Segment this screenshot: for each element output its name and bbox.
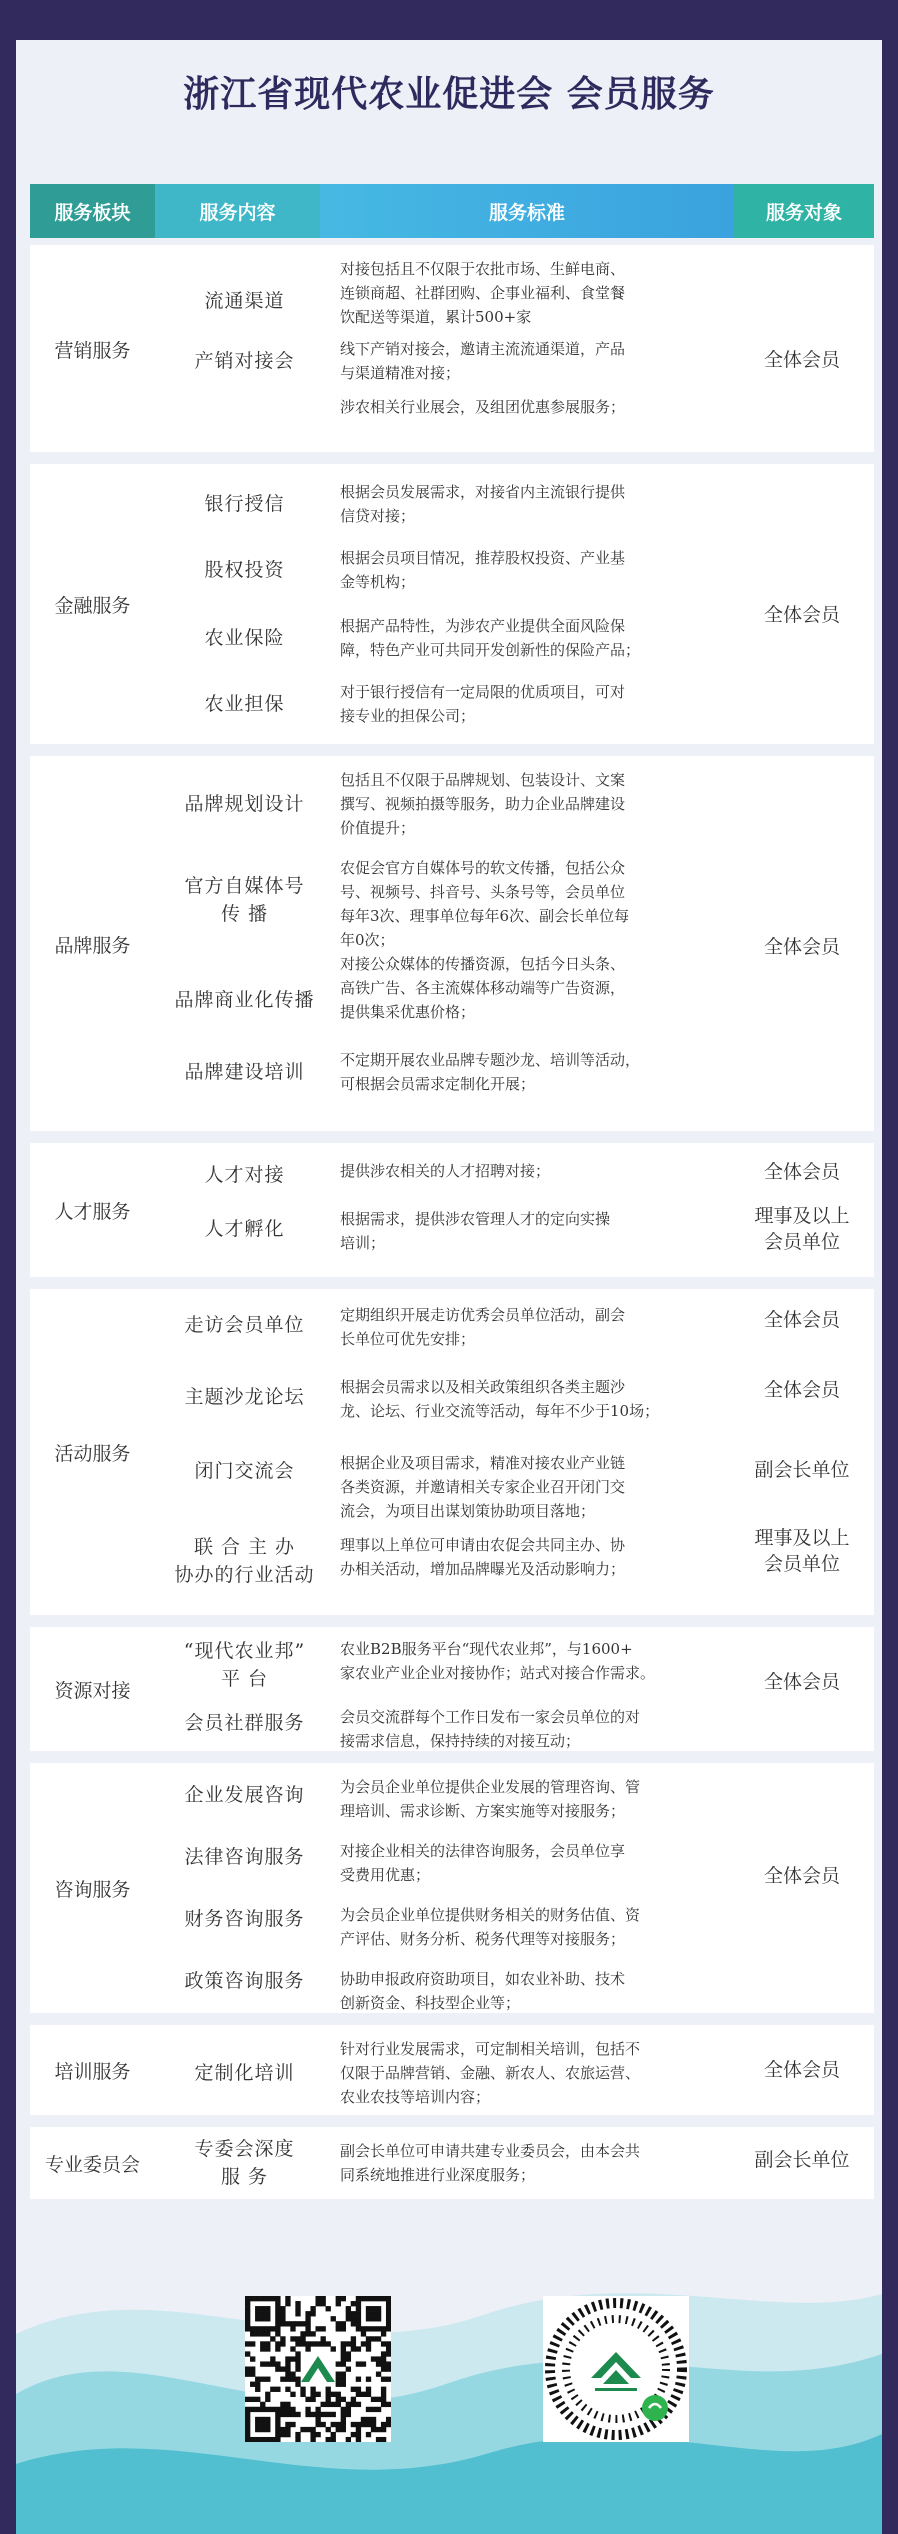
service-item-description: 副会长单位可申请共建专业委员会，由本会共 同系统地推进行业深度服务； [340,2142,641,2184]
service-item-description: 农业B2B服务平台“现代农业邦”，与1600+ 家农业产业企业对接协作；站式对接合作需求。 [340,1640,656,1682]
page-frame [16,40,882,2534]
service-item-name: 会员社群服务 [184,1712,305,1734]
page-title: 浙江省现代农业促进会 会员服务 [183,74,715,115]
header-content: 服务内容 [155,184,320,238]
service-item-description: 提供涉农相关的人才招聘对接； [340,1162,551,1180]
service-item-name: 政策咨询服务 [184,1970,305,1992]
service-item-name: 专委会深度 服 务 [194,2138,295,2188]
service-target: 全体会员 [763,1379,840,1401]
service-item-description: 根据会员需求以及相关政策组织各类主题沙 龙、论坛、行业交流等活动，每年不少于10场； [340,1378,660,1420]
mini-program-code-icon [543,2296,689,2442]
wechat-official-account-qr-icon [245,2296,391,2442]
service-target: 全体会员 [763,349,840,371]
service-section [30,1289,874,1615]
service-section [30,2127,874,2199]
section-category: 营销服务 [54,339,131,362]
service-section [30,2025,874,2115]
service-item-description: 根据企业及项目需求，精准对接农业产业链 各类资源，并邀请相关专家企业召开闭门交 流会，为项目出谋划策协助项目落地； [340,1454,626,1520]
service-item-description: 不定期开展农业品牌专题沙龙、培训等活动， 可根据会员需求定制化开展； [340,1051,641,1093]
service-item-name: 品牌建设培训 [184,1061,305,1083]
service-item-name: 农业保险 [204,627,285,649]
service-item-name: 企业发展咨询 [184,1784,305,1806]
service-target: 全体会员 [763,1671,840,1693]
service-target: 理事及以上 会员单位 [754,1527,850,1575]
service-item-name: 法律咨询服务 [184,1846,305,1868]
service-target: 理事及以上 会员单位 [754,1205,850,1253]
service-item-description: 根据产品特性，为涉农产业提供全面风险保 障，特色产业可共同开发创新性的保险产品； [340,617,641,659]
service-item-name: 联 合 主 办 协办的行业活动 [174,1536,315,1586]
service-item-description: 根据会员发展需求，对接省内主流银行提供 信贷对接； [340,483,626,525]
service-target: 全体会员 [763,1865,840,1887]
service-item-name: 定制化培训 [194,2062,295,2084]
header-standard: 服务标准 [320,184,734,238]
service-item-name: 流通渠道 [204,290,285,312]
service-item-name: 主题沙龙论坛 [184,1386,305,1408]
service-target: 全体会员 [763,936,840,958]
service-section [30,1627,874,1751]
service-item-name: 农业担保 [204,693,285,715]
service-item-name: 人才孵化 [204,1218,285,1240]
service-item-description: 根据会员项目情况，推荐股权投资、产业基 金等机构； [340,549,626,591]
service-target: 全体会员 [763,1161,840,1183]
section-category: 资源对接 [54,1680,131,1702]
service-item-description: 为会员企业单位提供财务相关的财务估值、资 产评估、财务分析、税务代理等对接服务； [340,1906,641,1948]
service-item-name: 走访会员单位 [184,1314,305,1336]
service-item-description: 会员交流群每个工作日发布一家会员单位的对 接需求信息，保持持续的对接互动； [340,1708,641,1750]
header-category: 服务板块 [30,184,155,238]
service-item-name: 品牌规划设计 [184,793,305,815]
service-item-name: “现代农业邦” 平 台 [183,1640,306,1690]
service-item-description: 为会员企业单位提供企业发展的管理咨询、管 理培训、需求诊断、方案实施等对接服务； [340,1778,641,1820]
service-item-description: 理事以上单位可申请由农促会共同主办、协 办相关活动，增加品牌曝光及活动影响力； [340,1536,626,1578]
service-item-description: 对于银行授信有一定局限的优质项目，可对 接专业的担保公司； [340,683,626,725]
service-target: 副会长单位 [754,1459,850,1481]
service-section [30,1143,874,1277]
section-category: 培训服务 [54,2061,131,2083]
service-item-description: 协助申报政府资助项目，如农业补助、技术 创新资金、科技型企业等； [340,1970,626,2012]
service-section [30,756,874,1131]
service-item-description: 对接包括且不仅限于农批市场、生鲜电商、 连锁商超、社群团购、企事业福利、食堂餐 饮配送等渠道，累计500+家 [340,260,626,326]
service-item-description: 线下产销对接会，邀请主流流通渠道，产品 与渠道精准对接； 涉农相关行业展会，及组团优惠参展服务； [340,340,626,416]
section-category: 咨询服务 [54,1879,131,1901]
service-target: 副会长单位 [754,2149,850,2171]
service-target: 全体会员 [763,2059,840,2081]
service-item-name: 闭门交流会 [194,1460,295,1482]
service-target: 全体会员 [763,604,840,626]
service-item-description: 包括且不仅限于品牌规划、包装设计、文案 撰写、视频拍摄等服务，助力企业品牌建设 价值提升； [340,771,626,837]
service-item-description: 对接公众媒体的传播资源，包括今日头条、 高铁广告、各主流媒体移动端等广告资源， 提供集采优惠价格； [340,955,626,1021]
section-category: 金融服务 [54,595,131,617]
service-item-description: 农促会官方自媒体号的软文传播，包括公众 号、视频号、抖音号、头条号等，会员单位 每年3次、理事单位每年6次、副会长单位每 年0次； [340,859,630,949]
service-item-name: 人才对接 [204,1164,285,1186]
service-target: 全体会员 [763,1309,840,1331]
service-item-name: 银行授信 [204,493,285,515]
service-item-name: 官方自媒体号 传 播 [184,875,305,925]
section-category: 人才服务 [54,1201,131,1223]
section-category: 品牌服务 [54,934,131,957]
service-item-description: 定期组织开展走访优秀会员单位活动，副会 长单位可优先安排； [340,1306,626,1348]
service-item-description: 根据需求，提供涉农管理人才的定向实操 培训； [340,1210,611,1252]
section-category: 活动服务 [54,1443,131,1465]
service-item-name: 股权投资 [204,559,285,581]
header-target: 服务对象 [734,184,874,238]
service-item-name: 品牌商业化传播 [174,989,315,1011]
service-item-name: 财务咨询服务 [184,1908,305,1930]
service-item-description: 对接企业相关的法律咨询服务，会员单位享 受费用优惠； [340,1842,626,1884]
service-section [30,464,874,744]
service-item-description: 针对行业发展需求，可定制相关培训，包括不 仅限于品牌营销、金融、新农人、农旅运营、 农业农技等培训内容； [340,2040,641,2106]
service-section [30,1763,874,2013]
service-item-name: 产销对接会 [194,350,295,372]
decorative-waves [16,2204,882,2534]
section-category: 专业委员会 [44,2154,140,2176]
service-section [30,245,874,452]
